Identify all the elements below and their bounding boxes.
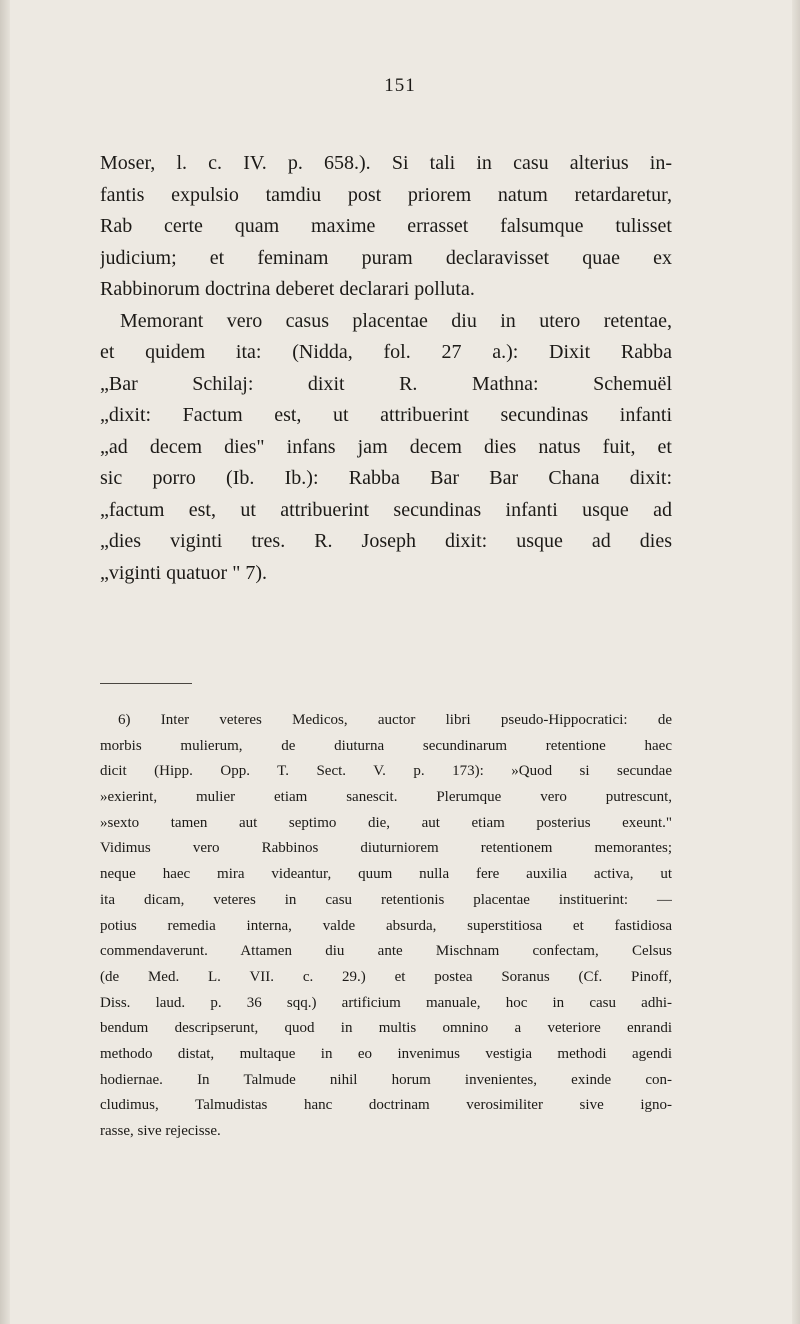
main-text-line: Memorant vero casus placentae diu in utero retentae, (120, 309, 672, 332)
footnote-line: neque haec mira videantur, quum nulla fere auxilia activa, ut (100, 866, 672, 883)
page-number: 151 (384, 75, 416, 96)
main-text-line: Rabbinorum doctrina deberet declarari polluta. (100, 278, 475, 300)
main-text-line: „viginti quatuor " 7). (100, 561, 268, 584)
footnote-line: (de Med. L. VII. c. 29.) et postea Soranus (Cf. Pinoff, (100, 968, 672, 985)
footnote-line: bendum descripserunt, quod in multis omnino a veteriore enrandi (100, 1020, 672, 1037)
footnote-line: potius remedia interna, valde absurda, superstitiosa et fastidiosa (100, 917, 672, 934)
main-text-block (100, 148, 672, 589)
page-right-edge (792, 0, 800, 1324)
footnote-line: commendaverunt. Attamen diu ante Mischnam confectam, Celsus (100, 943, 672, 960)
footnote-line: cludimus, Talmudistas hanc doctrinam verosimiliter sive igno- (100, 1097, 672, 1114)
main-text-line: judicium; et feminam puram declaravisset quae ex (100, 246, 672, 269)
main-text-line: „factum est, ut attribuerint secundinas infanti usque ad (100, 498, 672, 521)
footnote-line: Vidimus vero Rabbinos diuturniorem retentionem memorantes; (100, 840, 672, 857)
footnote-block (100, 708, 672, 1145)
main-text-line: sic porro (Ib. Ib.): Rabba Bar Bar Chana dixit: (100, 467, 672, 489)
main-text-line: „dixit: Factum est, ut attribuerint secundinas infanti (100, 404, 672, 426)
footnote-line: hodiernae. In Talmude nihil horum invenientes, exinde con- (100, 1071, 672, 1088)
main-text-line: Rab certe quam maxime errasset falsumque tulisset (100, 215, 672, 237)
footnote-line: Diss. laud. p. 36 sqq.) artificium manuale, hoc in casu adhi- (100, 994, 672, 1011)
footnote-line: 6) Inter veteres Medicos, auctor libri pseudo-Hippocratici: de (118, 712, 672, 728)
footnote-line: dicit (Hipp. Opp. T. Sect. V. p. 173): »Quod si secundae (100, 763, 672, 780)
footnote-line: ita dicam, veteres in casu retentionis placentae instituerint: — (100, 891, 672, 908)
footnote-line: »sexto tamen aut septimo die, aut etiam posterius exeunt." (100, 814, 672, 831)
main-text-line: et quidem ita: (Nidda, fol. 27 a.): Dixit Rabba (100, 341, 672, 363)
main-text-line: „ad decem dies" infans jam decem dies natus fuit, et (100, 435, 672, 458)
main-text-line: „Bar Schilaj: dixit R. Mathna: Schemuël (100, 372, 672, 395)
main-text-line: fantis expulsio tamdiu post priorem natum retardaretur, (100, 183, 672, 206)
footnote-line: methodo distat, multaque in eo invenimus vestigia methodi agendi (100, 1045, 672, 1062)
footnote-separator (100, 683, 192, 684)
page-left-edge (0, 0, 10, 1324)
main-text-line: Moser, l. c. IV. p. 658.). Si tali in casu alterius in- (100, 152, 672, 174)
footnote-line: rasse, sive rejecisse. (100, 1123, 221, 1139)
footnote-line: »exierint, mulier etiam sanescit. Plerumque vero putrescunt, (100, 789, 672, 806)
footnote-line: morbis mulierum, de diuturna secundinarum retentione haec (100, 737, 672, 754)
main-text-line: „dies viginti tres. R. Joseph dixit: usque ad dies (100, 530, 672, 552)
